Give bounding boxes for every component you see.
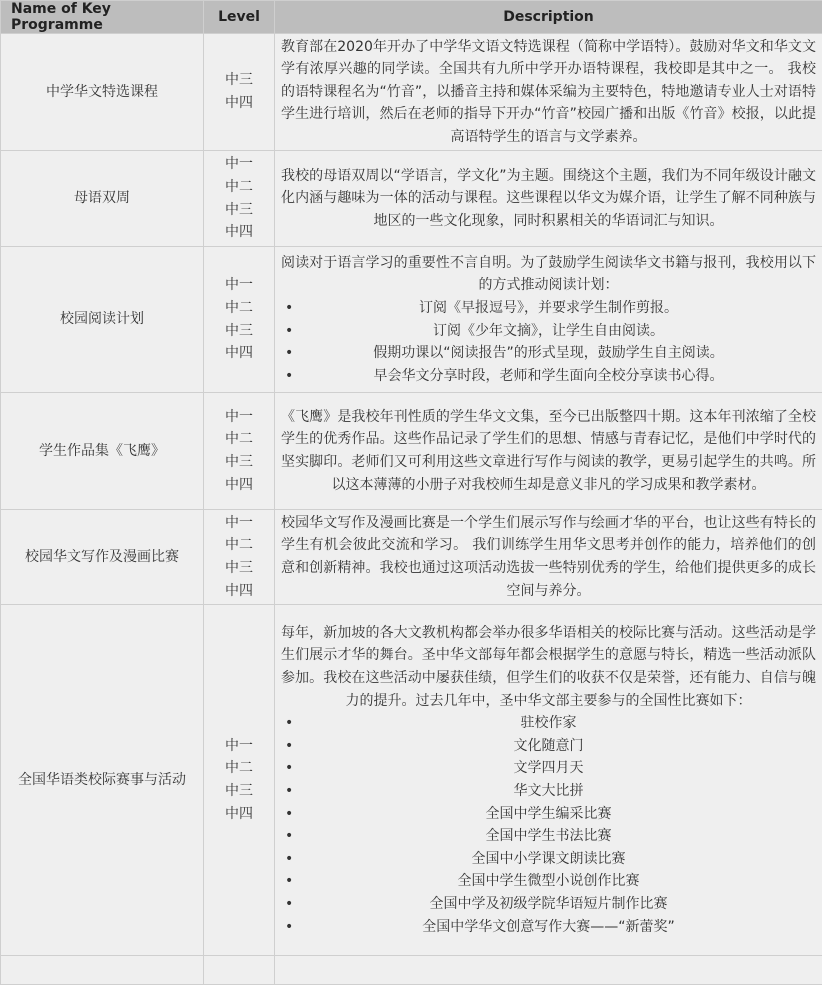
table-row [1,510,822,605]
programme-levels [204,151,275,247]
programme-name: 母语双周 [1,151,204,247]
header-description: Description [275,1,822,34]
level-item: 中一 [225,514,253,531]
bullet-item: • 假期功课以“阅读报告”的形式呈现，鼓励学生自主阅读。 [281,342,816,365]
description-text: 校园华文写作及漫画比赛是一个学生们展示写作与绘画才华的平台，也让这些有特长的学生有机会彼此交流和学习。 我们训练学生用华文思考并创作的能力，培养他们的创意和创新精神。我校也通过这项活动选拔一些特别优秀的学生，给他们提供更多的成长空间与养分。 [281,514,816,599]
level-item: 中二 [225,431,253,448]
level-item: 中一 [225,156,253,173]
level-item: 中三 [225,560,253,576]
table-row [1,34,822,151]
programme-name: 校园华文写作及漫画比赛 [1,510,204,605]
bullet-item: • 全国中学生微型小说创作比赛 [281,870,816,893]
empty-cell [204,956,275,985]
level-item: 中二 [225,178,253,195]
programme-description [275,151,822,247]
description-bullet-list [281,297,816,387]
programme-description [275,34,822,151]
bullet-item: • 全国中学生书法比赛 [281,825,816,848]
level-item: 中四 [225,582,253,599]
empty-cell [275,956,822,985]
programme-description [275,605,822,956]
description-text: 每年，新加坡的各大文教机构都会举办很多华语相关的校际比赛与活动。这些活动是学生们展示才华的舞台。圣中华文部每年都会根据学生的意愿与特长，精选一些活动派队参加。我校在这些活动中屡获佳绩，但学生们的收获不仅是荣誉，还有能力、自信与魄力的提升。过去几年中，圣中华文部主要参与的全国性比赛如下： [281,624,816,709]
level-item: 中一 [225,737,253,754]
level-item: 中二 [225,537,253,554]
programme-levels [204,34,275,151]
description-text: 我校的母语双周以“学语言，学文化”为主题。围绕这个主题，我们为不同年级设计融文化内涵与趣味为一体的活动与课程。这些课程以华文为媒介语，让学生了解不同种族与地区的一些文化现象，同时积累相关的华语词汇与知识。 [281,167,816,229]
level-item: 中四 [225,345,253,362]
programme-name: 全国华语类校际赛事与活动 [1,605,204,956]
programme-name: 中学华文特选课程 [1,34,204,151]
level-item: 中二 [225,299,253,316]
programme-description [275,393,822,510]
level-item: 中四 [225,224,253,241]
level-item: 中三 [225,783,253,799]
bullet-item: • 文学四月天 [281,757,816,780]
level-item: 中三 [225,72,253,89]
table-row [1,393,822,510]
table-row [1,247,822,393]
level-item: 中四 [225,95,253,111]
bullet-item: • 华文大比拼 [281,780,816,803]
level-item: 中三 [225,201,253,218]
bullet-item: • 早会华文分享时段，老师和学生面向全校分享读书心得。 [281,365,816,388]
programme-levels [204,510,275,605]
table-row [1,605,822,956]
level-item: 中一 [225,408,253,425]
table-body [1,34,822,985]
bullet-item: • 全国中学及初级学院华语短片制作比赛 [281,893,816,916]
programme-levels [204,393,275,510]
description-text: 教育部在2020年开办了中学华文语文特选课程（简称中学语特）。鼓励对华文和华文文学有浓厚兴趣的同学读。全国共有九所中学开办语特课程，我校即是其中之一。 我校的语特课程名为“竹音”，以播音主持和媒体采编为主要特色，特地邀请专业人士对语特学生进行培训，然后在老师的指导下开办“竹音”校园广播和出版《竹音》校报，以此提高语特学生的语言与文学素养。 [281,38,816,145]
bullet-item: • 订阅《早报逗号》，并要求学生制作剪报。 [281,297,816,320]
table-row [1,151,822,247]
bullet-item: • 驻校作家 [281,712,816,735]
programme-levels [204,247,275,393]
programme-name: 学生作品集《飞鹰》 [1,393,204,510]
header-name: Name of Key Programme [1,1,204,34]
level-item: 中一 [225,277,253,294]
level-item: 中三 [225,454,253,470]
programme-description [275,510,822,605]
programme-name: 校园阅读计划 [1,247,204,393]
level-item: 中四 [225,476,253,493]
description-bullet-list [281,712,816,938]
empty-cell [1,956,204,985]
level-item: 中三 [225,322,253,339]
empty-row [1,956,822,985]
bullet-item: • 订阅《少年文摘》，让学生自由阅读。 [281,320,816,343]
programme-description [275,247,822,393]
description-text: 阅读对于语言学习的重要性不言自明。为了鼓励学生阅读华文书籍与报刊，我校用以下的方式推动阅读计划： [281,254,816,294]
bullet-item: • 全国中学华文创意写作大赛——“新蕾奖” [281,916,816,939]
table-header-row [1,1,822,34]
bullet-item: • 文化随意门 [281,735,816,758]
bullet-item: • 全国中学生编采比赛 [281,803,816,826]
header-level: Level [204,1,275,34]
description-text: 《飞鹰》是我校年刊性质的学生华文文集，至今已出版整四十期。这本年刊浓缩了全校学生的优秀作品。这些作品记录了学生们的思想、情感与青春记忆，是他们中学时代的坚实脚印。老师们又可利用这些文章进行写作与阅读的教学，更易引起学生的共鸣。所以这本薄薄的小册子对我校师生却是意义非凡的学习成果和教学素材。 [281,408,816,493]
level-item: 中二 [225,760,253,777]
level-item: 中四 [225,805,253,822]
bullet-item: • 全国中小学课文朗读比赛 [281,848,816,871]
programme-levels [204,605,275,956]
